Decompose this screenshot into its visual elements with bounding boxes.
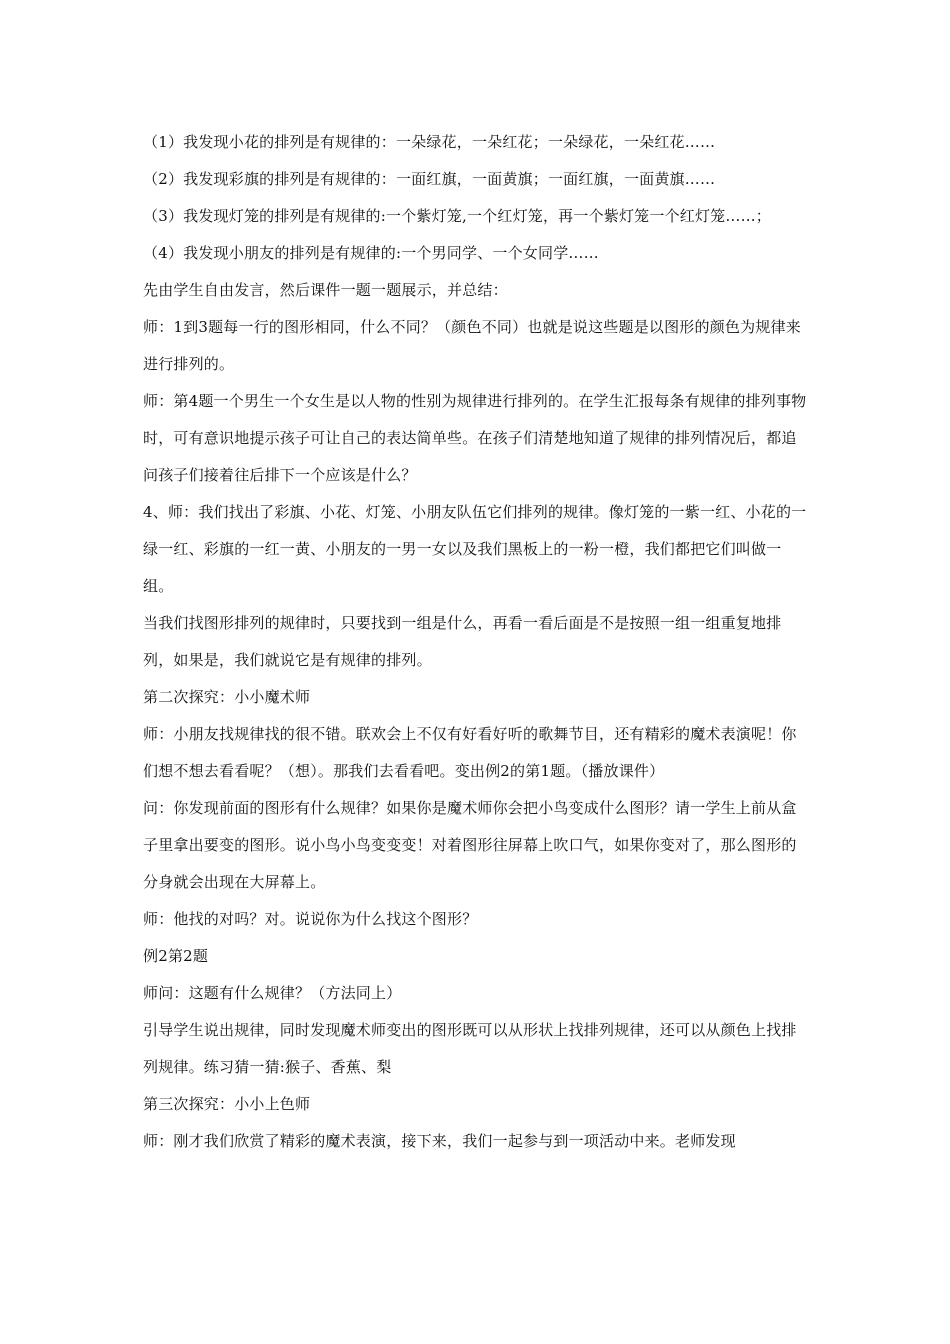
paragraph-magic-question: 问：你发现前面的图形有什么规律？如果你是魔术师你会把小鸟变成什么图形？请一学生上前从盒子里拿出要变的图形。说小鸟小鸟变变变！对着图形往屏幕上吹口气，如果你变对了，那么图形的分身就会出现在大屏幕上。 [143, 799, 797, 891]
paragraph-group-concept: 4、师：我们找出了彩旗、小花、灯笼、小朋友队伍它们排列的规律。像灯笼的一紫一红、小花的一绿一红、彩旗的一红一黄、小朋友的一男一女以及我们黑板上的一粉一橙，我们都把它们叫做一组。 [143, 503, 807, 595]
paragraph-lantern-pattern: （3）我发现灯笼的排列是有规律的:一个紫灯笼,一个红灯笼，再一个紫灯笼一个红灯笼……； [143, 207, 771, 225]
section-heading-magician: 第二次探究：小小魔术师 [143, 688, 311, 706]
paragraph-flower-pattern: （1）我发现小花的排列是有规律的：一朵绿花，一朵红花；一朵绿花，一朵红花…… [143, 133, 716, 151]
paragraph-magic-show: 师：小朋友找规律找的很不错。联欢会上不仅有好看好听的歌舞节目，还有精彩的魔术表演呢！你们想不想去看看呢？（想）。那我们去看看吧。变出例2的第1题。（播放课件） [143, 725, 797, 780]
paragraph-teacher-check: 师：他找的对吗？对。说说你为什么找这个图形？ [143, 910, 478, 928]
paragraph-teacher-color-rule: 师：1到3题每一行的图形相同，什么不同？（颜色不同）也就是说这些题是以图形的颜色为规律来进行排列的。 [143, 318, 801, 373]
section-heading-colorist: 第三次探究：小小上色师 [143, 1095, 311, 1113]
paragraph-teacher-question: 师问：这题有什么规律？（方法同上） [143, 984, 402, 1002]
paragraph-example-2-2: 例2第2题 [143, 947, 209, 965]
paragraph-flag-pattern: （2）我发现彩旗的排列是有规律的：一面红旗，一面黄旗；一面红旗，一面黄旗…… [143, 170, 716, 188]
paragraph-activity-intro: 师：刚才我们欣赏了精彩的魔术表演，接下来，我们一起参与到一项活动中来。老师发现 [143, 1132, 736, 1150]
paragraph-teacher-gender-rule: 师：第4题一个男生一个女生是以人物的性别为规律进行排列的。在学生汇报每条有规律的排列事物时，可有意识地提示孩子可让自己的表达简单些。在孩子们清楚地知道了规律的排列情况后，都追问孩子们接着往后排下一个应该是什么？ [143, 392, 807, 484]
paragraph-guide-students: 引导学生说出规律，同时发现魔术师变出的图形既可以从形状上找排列规律，还可以从颜色上找排列规律。练习猜一猜:猴子、香蕉、梨 [143, 1021, 797, 1076]
document-body [143, 124, 809, 1160]
paragraph-discussion: 先由学生自由发言，然后课件一题一题展示，并总结： [143, 281, 508, 299]
paragraph-children-pattern: （4）我发现小朋友的排列是有规律的:一个男同学、一个女同学…… [143, 244, 599, 262]
paragraph-group-summary: 当我们找图形排列的规律时，只要找到一组是什么，再看一看后面是不是按照一组一组重复地排列，如果是，我们就说它是有规律的排列。 [143, 614, 782, 669]
